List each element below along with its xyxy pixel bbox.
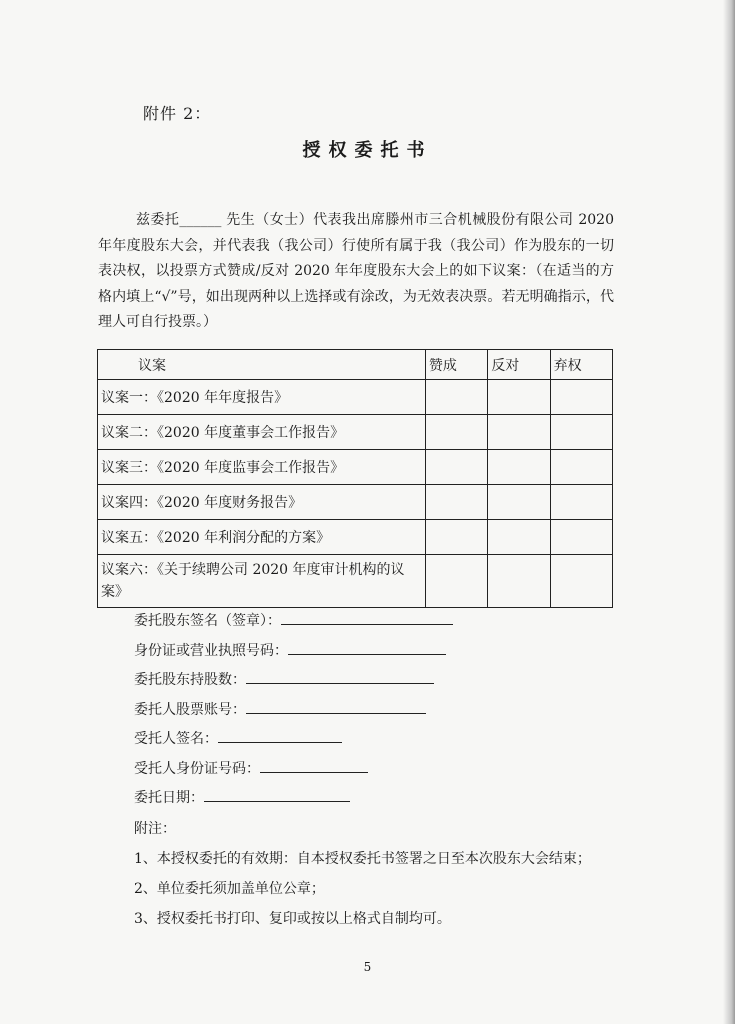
vote-for-cell[interactable] bbox=[425, 450, 487, 485]
vote-for-cell[interactable] bbox=[425, 555, 487, 608]
vote-for-cell[interactable] bbox=[425, 485, 487, 520]
field-proxy-id bbox=[134, 755, 453, 785]
signature-fields bbox=[134, 607, 453, 814]
date-blank[interactable] bbox=[204, 784, 350, 802]
table-row bbox=[98, 555, 613, 608]
field-stock-account bbox=[134, 696, 453, 726]
proposal-cell: 议案五：《2020 年利润分配的方案》 bbox=[98, 520, 426, 555]
notes-label: 附注： bbox=[134, 821, 176, 837]
vote-against-cell[interactable] bbox=[488, 380, 550, 415]
note-item: 1、本授权委托的有效期：自本授权委托书签署之日至本次股东大会结束； bbox=[134, 851, 591, 867]
header-proposal: 议案 bbox=[98, 350, 426, 380]
proposal-cell: 议案一：《2020 年年度报告》 bbox=[98, 380, 426, 415]
vote-abstain-cell[interactable] bbox=[550, 450, 612, 485]
vote-against-cell[interactable] bbox=[488, 485, 550, 520]
header-abstain: 弃权 bbox=[550, 350, 612, 380]
field-label: 委托股东持股数： bbox=[134, 672, 246, 688]
voting-table bbox=[97, 349, 613, 608]
table-row bbox=[98, 450, 613, 485]
notes-section bbox=[134, 814, 591, 934]
field-label: 受托人身份证号码： bbox=[134, 760, 260, 777]
proxy-signature-blank[interactable] bbox=[218, 725, 342, 743]
vote-against-cell[interactable] bbox=[488, 520, 550, 555]
id-number-blank[interactable] bbox=[288, 637, 446, 655]
table-row bbox=[98, 380, 613, 415]
table-header-row bbox=[98, 350, 613, 380]
header-for: 赞成 bbox=[425, 350, 487, 380]
field-label: 委托日期： bbox=[134, 790, 204, 806]
vote-against-cell[interactable] bbox=[488, 415, 550, 450]
page-number: 5 bbox=[363, 960, 372, 974]
note-item: 2、单位委托须加盖单位公章； bbox=[134, 881, 325, 897]
header-against: 反对 bbox=[488, 350, 550, 380]
vote-for-cell[interactable] bbox=[425, 380, 487, 415]
table-row bbox=[98, 520, 613, 555]
intro-paragraph: 兹委托______ 先生（女士）代表我出席滕州市三合机械股份有限公司 2020 年年度股东大会，并代表我（我公司）行使所有属于我（我公司）作为股东的一切表决权，以投票方式赞成/反对 2020 年年度股东大会上的如下议案：（在适当的方格内填上“√”号，如出现两种以上选择或有涂改，为无效表决票。若无明确指示，代理人可自行投票。） bbox=[98, 212, 614, 330]
share-count-blank[interactable] bbox=[246, 666, 434, 684]
proxy-id-blank[interactable] bbox=[260, 755, 368, 773]
field-label: 委托股东签名（签章）： bbox=[134, 613, 281, 629]
vote-abstain-cell[interactable] bbox=[550, 520, 612, 555]
field-label: 受托人签名： bbox=[134, 731, 218, 747]
vote-abstain-cell[interactable] bbox=[550, 555, 612, 608]
proposal-cell: 议案六：《关于续聘公司 2020 年度审计机构的议案》 bbox=[98, 555, 426, 608]
note-item: 3、授权委托书打印、复印或按以上格式自制均可。 bbox=[134, 911, 451, 927]
proposal-cell: 议案四：《2020 年度财务报告》 bbox=[98, 485, 426, 520]
field-proxy-signature bbox=[134, 725, 453, 755]
attachment-label: 附件 2： bbox=[143, 104, 212, 123]
stock-account-blank[interactable] bbox=[246, 696, 426, 714]
field-shareholder-signature bbox=[134, 607, 453, 637]
vote-abstain-cell[interactable] bbox=[550, 415, 612, 450]
field-id-number bbox=[134, 637, 453, 667]
field-label: 身份证或营业执照号码： bbox=[134, 642, 288, 659]
vote-against-cell[interactable] bbox=[488, 450, 550, 485]
vote-abstain-cell[interactable] bbox=[550, 380, 612, 415]
field-share-count bbox=[134, 666, 453, 696]
proposal-cell: 议案三：《2020 年度监事会工作报告》 bbox=[98, 450, 426, 485]
vote-abstain-cell[interactable] bbox=[550, 485, 612, 520]
document-title: 授权委托书 bbox=[302, 140, 433, 161]
vote-against-cell[interactable] bbox=[488, 555, 550, 608]
table-row bbox=[98, 415, 613, 450]
table-row bbox=[98, 485, 613, 520]
proposal-cell: 议案二：《2020 年度董事会工作报告》 bbox=[98, 415, 426, 450]
field-label: 委托人股票账号： bbox=[134, 701, 246, 718]
vote-for-cell[interactable] bbox=[425, 520, 487, 555]
vote-for-cell[interactable] bbox=[425, 415, 487, 450]
field-date bbox=[134, 784, 453, 814]
signature-blank[interactable] bbox=[281, 607, 453, 625]
